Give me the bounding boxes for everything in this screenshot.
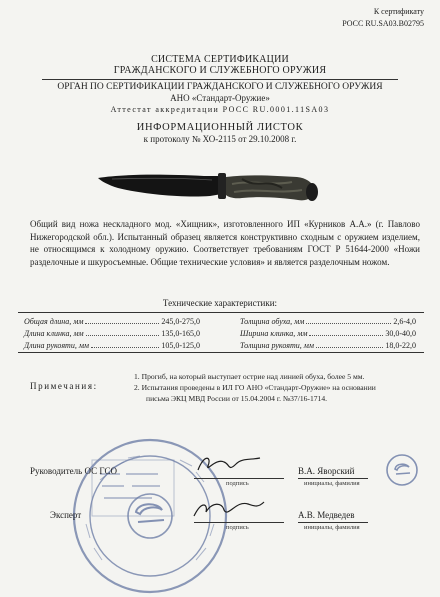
- protocol-reference: к протоколу № ХО-2115 от 29.10.2008 г.: [143, 134, 297, 144]
- spec-value: 2,6-4,0: [393, 317, 416, 326]
- system-title-line1: СИСТЕМА СЕРТИФИКАЦИИ: [151, 54, 289, 65]
- spec-row: [24, 316, 200, 327]
- expert-signature-line: [194, 522, 284, 523]
- specs-right-column: [240, 316, 416, 351]
- knife-pommel: [306, 183, 318, 201]
- spec-label: Толщина рукояти, мм: [240, 341, 314, 350]
- head-signature: [194, 450, 264, 478]
- header-divider: [42, 79, 398, 80]
- spec-row: [240, 316, 416, 327]
- system-title-line2: ГРАЖДАНСКОГО И СЛУЖЕБНОГО ОРУЖИЯ: [113, 65, 327, 76]
- expert-name-caption: инициалы, фамилия: [304, 524, 360, 531]
- note-1: 1. Прогиб, на который выступает острие над линией обуха, более 5 мм.: [134, 372, 365, 381]
- head-name-caption: инициалы, фамилия: [304, 480, 360, 487]
- expert-role: Эксперт: [50, 510, 82, 520]
- specs-left-column: [24, 316, 200, 351]
- spec-value: 135,0-165,0: [161, 329, 200, 338]
- note-2: 2. Испытания проведены в ИЛ ГО АНО «Стандарт-Оружие» на основании: [134, 383, 376, 392]
- spec-value: 30,0-40,0: [385, 329, 416, 338]
- expert-sign-caption: подпись: [226, 524, 249, 531]
- notes-heading: Примечания:: [30, 381, 98, 391]
- expert-name: А.В. Медведев: [298, 510, 355, 520]
- head-role: Руководитель ОС ГСО: [30, 466, 117, 476]
- spec-value: 18,0-22,0: [385, 341, 416, 350]
- certification-body: ОРГАН ПО СЕРТИФИКАЦИИ ГРАЖДАНСКОГО И СЛУЖЕБНОГО ОРУЖИЯ: [57, 82, 383, 92]
- spec-label: Ширина клинка, мм: [240, 329, 308, 338]
- head-name: В.А. Яворский: [298, 466, 355, 476]
- spec-label: Длина клинка, мм: [24, 329, 84, 338]
- spec-row: [240, 328, 416, 339]
- certificate-ref-line1: К сертификату: [373, 7, 424, 16]
- spec-label: Длина рукояти, мм: [24, 341, 90, 350]
- spec-row: [240, 340, 416, 351]
- specs-bottom-rule: [18, 352, 424, 353]
- knife-description: Общий вид ножа нескладного мод. «Хищник», изготовленного ИП «Курников А.А.» (г. Павлово Нижегородской обл.). Испытанный образец является конструктивно сходным с оружием изделием, не относящимся к холодному оружию. Соответствует требованиям ГОСТ Р 51644-2000 «Ножи разделочные и шкуросъемные. Общие технические условия» и является разделочным ножом.: [30, 219, 420, 267]
- document-title: ИНФОРМАЦИОННЫЙ ЛИСТОК: [136, 122, 304, 133]
- head-name-line: [298, 478, 368, 479]
- specs-top-rule: [18, 312, 424, 313]
- spec-row: [24, 328, 200, 339]
- spec-value: 245,0-275,0: [161, 317, 200, 326]
- knife-image: [92, 164, 332, 212]
- spec-value: 105,0-125,0: [161, 341, 200, 350]
- knife-handle: [226, 175, 314, 200]
- certification-system-title: [0, 54, 440, 76]
- note-2-continued: письма ЭКЦ МВД России от 15.04.2004 г. №37/16-1714.: [146, 394, 328, 403]
- specs-heading: Технические характеристики:: [162, 298, 278, 308]
- head-signature-line: [194, 478, 284, 479]
- knife-guard: [218, 173, 226, 199]
- expert-name-line: [298, 522, 368, 523]
- organization-name: АНО «Стандарт-Оружие»: [170, 93, 270, 103]
- certification-mark: [384, 452, 420, 488]
- expert-signature: [188, 494, 268, 522]
- certificate-reference: [342, 6, 424, 30]
- spec-row: [24, 340, 200, 351]
- spec-label: Общая длина, мм: [24, 317, 84, 326]
- accreditation-line: Аттестат аккредитации РОСС RU.0001.11SA03: [110, 105, 330, 114]
- spec-label: Толщина обуха, мм: [240, 317, 305, 326]
- head-sign-caption: подпись: [226, 480, 249, 487]
- certificate-ref-number: РОСС RU.SA03.B02795: [342, 19, 424, 28]
